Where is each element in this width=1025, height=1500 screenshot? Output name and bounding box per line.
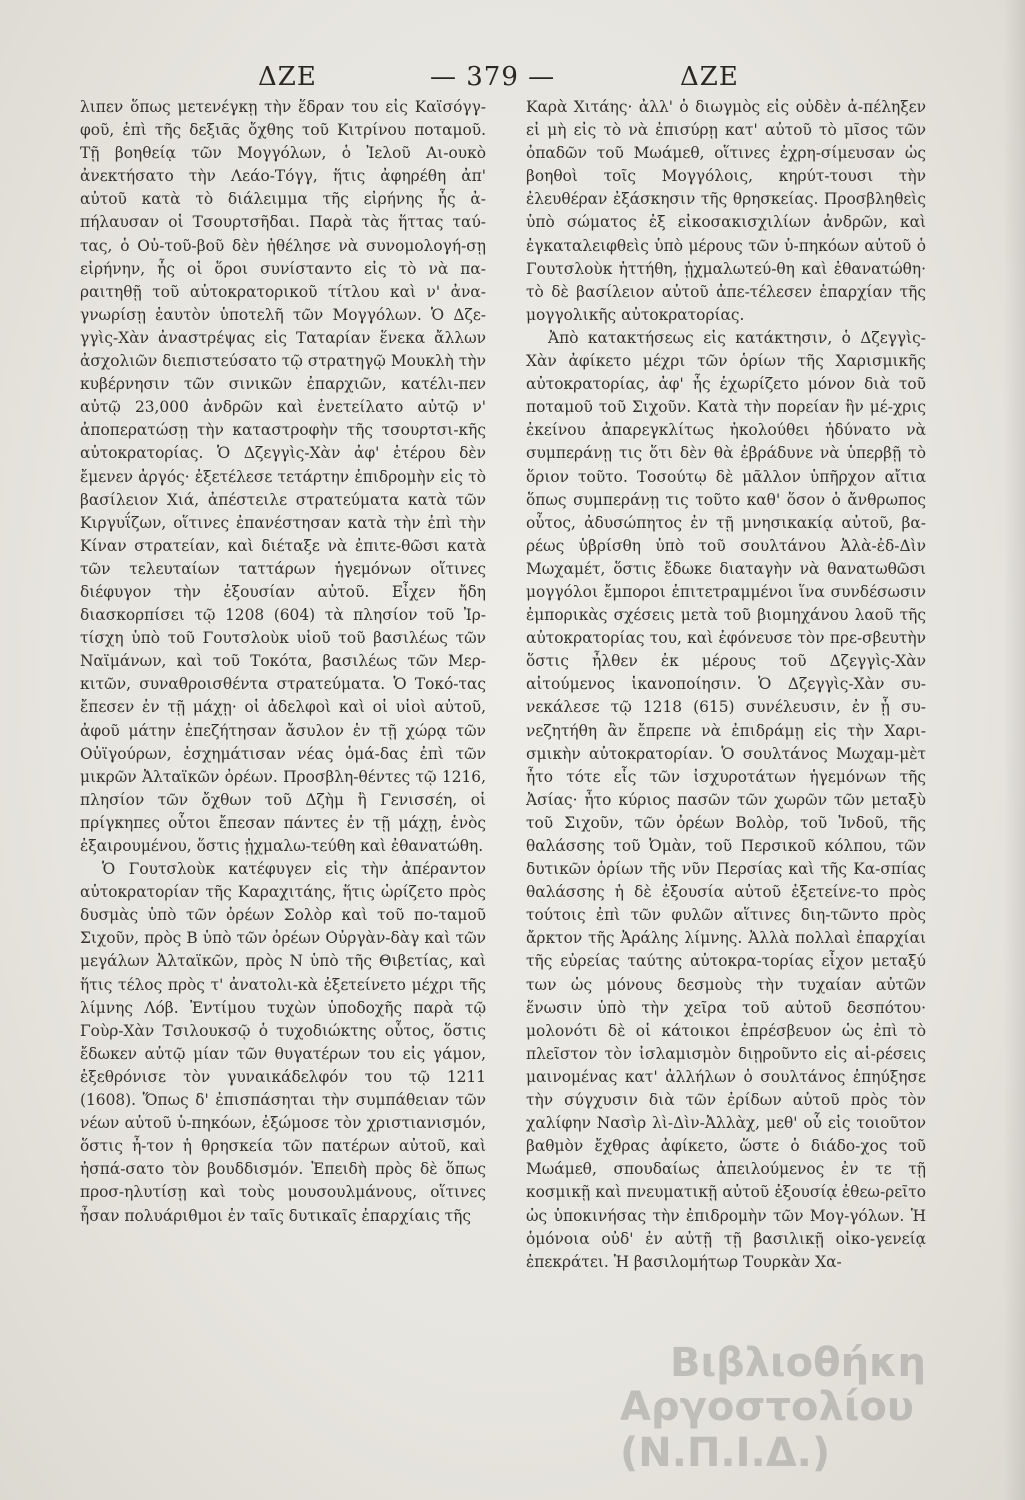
right-column	[526, 96, 926, 1274]
watermark-line-2: Αργοστολίου (Ν.Π.Ι.Δ.)	[620, 1384, 914, 1476]
library-watermark	[560, 1340, 1000, 1476]
left-paragraph-1: λιπεν ὅπως μετενέγκῃ τὴν ἕδραν του εἰς Καϊσόγγ-φοῦ, ἐπὶ τῆς δεξιᾶς ὄχθης τοῦ Κιτρίνου ποταμοῦ. Τῇ βοηθείᾳ τῶν Μογγόλων, ὁ Ἰελοῦ Αι-ουκὸ ἀνεκτήσατο τὴν Λεάο-Τόγγ, ἥτις ἀφηρέθη ἀπ' αὐτοῦ κατὰ τὸ διάλειμμα τῆς εἰρήνης ἧς ἀ-πήλαυσαν οἱ Τσουρτσῆδαι. Παρὰ τὰς ἥττας ταύ-τας, ὁ Οὐ-τοῦ-βοῦ δὲν ἠθέλησε νὰ συνομολογή-σῃ εἰρήνην, ἧς οἱ ὅροι συνίσταντο εἰς τὸ νὰ πα-ραιτηθῇ τοῦ αὐτοκρατορικοῦ τίτλου καὶ ν' ἀνα-γνωρίσῃ ἑαυτὸν ὑποτελῆ τῶν Μογγόλων. Ὁ Δζε-γγὶς-Χὰν ἀναστρέψας εἰς Ταταρίαν ἕνεκα ἄλλων ἀσχολιῶν διεπιστεύσατο τῷ στρατηγῷ Μουκλὴ τὴν κυβέρνησιν τῶν σινικῶν ἐπαρχιῶν, κατέλι-πεν αὐτῷ 23,000 ἀνδρῶν καὶ ἐνετείλατο αὐτῷ ν' ἀποπερατώσῃ τὴν καταστροφὴν τῆς τσουρτσι-κῆς αὐτοκρατορίας. Ὁ Δζεγγὶς-Χὰν ἀφ' ἑτέρου δὲν ἔμενεν ἀργός· ἐξετέλεσε τετάρτην ἐπιδρομὴν εἰς τὸ βασίλειον Χιά, ἀπέστειλε στρατεύματα κατὰ τῶν Κιργυΐζων, οἵτινες ἐπανέστησαν κατὰ τὴν ἐπὶ τὴν Κίναν στρατείαν, καὶ διέταξε νὰ ἐπιτε-θῶσι κατὰ τῶν τελευταίων ταττάρων ἡγεμόνων οἵτινες διέφυγον τὴν ἐξουσίαν αὐτοῦ. Εἶχεν ἤδη διασκορπίσει τῷ 1208 (604) τὰ πλησίον τοῦ Ἰρ-τίσχη ὑπὸ τοῦ Γουτσλοὺκ υἱοῦ τοῦ βασιλέως τῶν Ναϊμάνων, καὶ τοῦ Τοκότα, βασιλέως τῶν Μερ-κιτῶν, συναθροισθέντα στρατεύματα. Ὁ Τοκό-τας ἔπεσεν ἐν τῇ μάχῃ· οἱ ἀδελφοὶ καὶ οἱ υἱοὶ αὐτοῦ, ἀφοῦ μάτην ἐπεζήτησαν ἄσυλον ἐν τῇ χώρᾳ τῶν Οὐϊγούρων, ἐσχημάτισαν νέας ὁμά-δας ἐπὶ τῶν μικρῶν Ἀλταϊκῶν ὀρέων. Προσβλη-θέντες τῷ 1216, πλησίον τῶν ὄχθων τοῦ Δζὴμ ἢ Γενισσέη, οἱ πρίγκηπες οὗτοι ἔπεσαν πάντες ἐν τῇ μάχῃ, ἑνὸς ἐξαιρουμένου, ὅστις ᾐχμαλω-τεύθη καὶ ἐθανατώθη.	[80, 98, 486, 855]
left-column	[80, 96, 486, 1228]
page-number: — 379 —	[430, 62, 556, 92]
right-paragraph-1: Καρὰ Χιτάης· ἀλλ' ὁ διωγμὸς εἰς οὐδὲν ἀ-πέληξεν εἰ μὴ εἰς τὸ νὰ ἐπισύρῃ κατ' αὐτοῦ τὸ μῖσος τῶν ὀπαδῶν τοῦ Μωάμεθ, οἵτινες ἐχρη-σίμευσαν ὡς βοηθοὶ τοῖς Μογγόλοις, κηρύτ-τουσι τὴν ἐλευθέραν ἐξάσκησιν τῆς θρησκείας. Προσβληθεὶς ὑπὸ σώματος ἐξ εἰκοσακισχιλίων ἀνδρῶν, καὶ ἐγκαταλειφθεὶς ὑπὸ μέρους τῶν ὑ-πηκόων αὐτοῦ ὁ Γουτσλοὺκ ἡττήθη, ᾐχμαλωτεύ-θη καὶ ἐθανατώθη· τὸ δὲ βασίλειον αὐτοῦ ἀπε-τέλεσεν ἐπαρχίαν τῆς μογγολικῆς αὐτοκρατορίας.	[526, 98, 926, 324]
header-right-keyword: ΔΖΕ	[680, 62, 739, 92]
watermark-line-1: Βιβλιοθήκη	[670, 1340, 926, 1386]
right-paragraph-2: Ἀπὸ κατακτήσεως εἰς κατάκτησιν, ὁ Δζεγγὶς-Χὰν ἀφίκετο μέχρι τῶν ὁρίων τῆς Χαρισμικῆς αὐτοκρατορίας, ἀφ' ἧς ἐχωρίζετο μόνον διὰ τοῦ ποταμοῦ τοῦ Σιχοῦν. Κατὰ τὴν πορείαν ἣν μέ-χρις ἐκείνου ἀπαρεγκλίτως ἠκολούθει ἠδύνατο νὰ συμπεράνῃ τις ὅτι δὲν θὰ ἐβράδυνε νὰ ὑπερβῇ τὸ ὅριον τοῦτο. Τοσούτῳ δὲ μᾶλλον ὑπῆρχον αἴτια ὅπως συμπεράνῃ τις τοῦτο καθ' ὅσον ὁ ἄνθρωπος οὗτος, ἀδυσώπητος ἐν τῇ μνησικακίᾳ αὐτοῦ, βα-ρέως ὑβρίσθη ὑπὸ τοῦ σουλτάνου Ἀλὰ-ἐδ-Δὶν Μωχαμέτ, ὅστις ἔδωκε διαταγὴν νὰ θανατωθῶσι μογγόλοι ἔμποροι ἐπιτετραμμένοι ἵνα συνδέσωσιν ἐμπορικὰς σχέσεις μετὰ τοῦ βιομηχάνου λαοῦ τῆς αὐτοκρατορίας του, καὶ ἐφόνευσε τὸν πρε-σβευτὴν ὅστις ἦλθεν ἐκ μέρους τοῦ Δζεγγὶς-Χὰν αἰτούμενος ἱκανοποίησιν. Ὁ Δζεγγὶς-Χὰν συ-νεκάλεσε τῷ 1218 (615) συνέλευσιν, ἐν ᾗ συ-νεζητήθη ἂν ἔπρεπε νὰ ἐπιδράμῃ εἰς τὴν Χαρι-σμικὴν αὐτοκρατορίαν. Ὁ σουλτάνος Μωχαμ-μὲτ ἦτο τότε εἷς τῶν ἰσχυροτάτων ἡγεμόνων τῆς Ἀσίας· ἦτο κύριος πασῶν τῶν χωρῶν τῶν μεταξὺ τοῦ Σιχοῦν, τῶν ὀρέων Βολὸρ, τοῦ Ἰνδοῦ, τῆς θαλάσσης τοῦ Ὀμὰν, τοῦ Περσικοῦ κόλπου, τῶν δυτικῶν ὁρίων τῆς νῦν Περσίας καὶ τῆς Κα-σπίας θαλάσσης ἡ δὲ ἐξουσία αὐτοῦ ἐξετείνε-το πρὸς τούτοις ἐπὶ τῶν φυλῶν αἵτινες διη-τῶντο πρὸς ἄρκτον τῆς Ἀράλης λίμνης. Ἀλλὰ πολλαὶ ἐπαρχίαι τῆς εὐρείας ταύτης αὐτοκρα-τορίας εἶχον μεταξύ των ὡς μόνους δεσμοὺς τὴν τυχαίαν αὐτῶν ἕνωσιν ὑπὸ τὴν χεῖρα τοῦ αὐτοῦ δεσπότου· μολονότι δὲ οἱ κάτοικοι ἐπρέσβευον ὡς ἐπὶ τὸ πλεῖστον τὸν ἰσλαμισμὸν διῃροῦντο εἰς αἱ-ρέσεις μαινομένας κατ' ἀλλήλων ὁ σουλτάνος ἐπηύξησε τὴν σύγχυσιν διὰ τῶν ἐρίδων αὐτοῦ πρὸς τὸν χαλίφην Νασὶρ λὶ-Δὶν-Ἀλλὰχ, μεθ' οὗ εἰς τοιοῦτον βαθμὸν ἔχθρας ἀφίκετο, ὥστε ὁ διάδο-χος τοῦ Μωάμεθ, σπουδαίως ἀπειλούμενος ἐν τε τῇ κοσμικῇ καὶ πνευματικῇ αὐτοῦ ἐξουσίᾳ ἐθεω-ρεῖτο ὡς ὑποκινήσας τὴν ἐπιδρομὴν τῶν Μογ-γόλων. Ἡ ὁμόνοια οὐδ' ἐν αὐτῇ τῇ βασιλικῇ οἰκο-γενείᾳ ἐπεκράτει. Ἡ βασιλομήτωρ Τουρκὰν Χα-	[526, 328, 926, 1271]
page-edge-shadow	[1003, 0, 1025, 1500]
left-paragraph-2: Ὁ Γουτσλοὺκ κατέφυγεν εἰς τὴν ἀπέραντον αὐτοκρατορίαν τῆς Καραχιτάης, ἥτις ὡρίζετο πρὸς δυσμὰς ὑπὸ τῶν ὀρέων Σολὸρ καὶ τοῦ πο-ταμοῦ Σιχοῦν, πρὸς Β ὑπὸ τῶν ὀρέων Οὐργὰν-δὰγ καὶ τῶν μεγάλων Ἀλταϊκῶν, πρὸς Ν ὑπὸ τῆς Θιβετίας, καὶ ἥτις τέλος πρὸς τ' ἀνατολι-κὰ ἐξετείνετο μέχρι τῆς λίμνης Λόβ. Ἐντίμου τυχὼν ὑποδοχῆς παρὰ τῷ Γοὺρ-Χὰν Τσιλουκσῷ ὁ τυχοδιώκτης οὗτος, ὅστις ἔδωκεν αὐτῷ μίαν τῶν θυγατέρων του εἰς γάμον, ἐξεθρόνισε τὸν γυναικάδελφόν του τῷ 1211 (1608). Ὅπως δ' ἐπισπάσηται τὴν συμπάθειαν τῶν νέων αὐτοῦ ὑ-πηκόων, ἐξώμοσε τὸν χριστιανισμόν, ὅστις ἦ-τον ἡ θρησκεία τῶν πατέρων αὐτοῦ, καὶ ἠσπά-σατο τὸν βουδδισμόν. Ἐπειδὴ πρὸς δὲ ὅπως προσ-ηλυτίσῃ καὶ τοὺς μουσουλμάνους, οἵτινες ἦσαν πολυάριθμοι ἐν ταῖς δυτικαῖς ἐπαρχίαις τῆς	[80, 860, 486, 1225]
header-left-keyword: ΔΖΕ	[258, 62, 317, 92]
